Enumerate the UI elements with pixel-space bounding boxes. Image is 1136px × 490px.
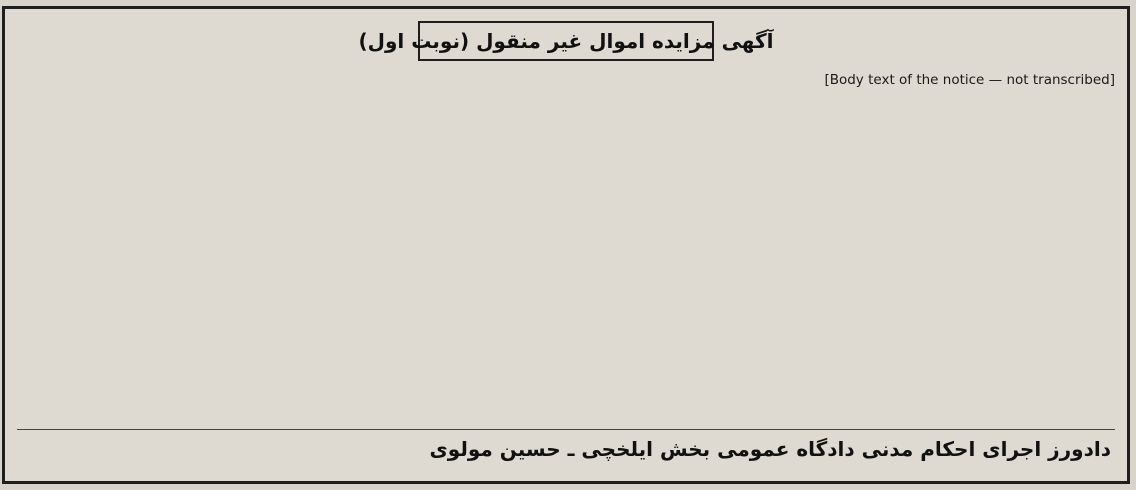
notice-title: آگهی مزایده اموال غیر منقول (نوبت اول) [418,21,714,61]
footer-divider [17,429,1115,430]
notice-signature: دادورز اجرای احکام مدنی دادگاه عمومی بخش ایلخچی ـ حسین مولوی [429,437,1111,461]
notice-body: [Body text of the notice — not transcribed] [824,72,1115,88]
auction-notice [2,6,1130,484]
